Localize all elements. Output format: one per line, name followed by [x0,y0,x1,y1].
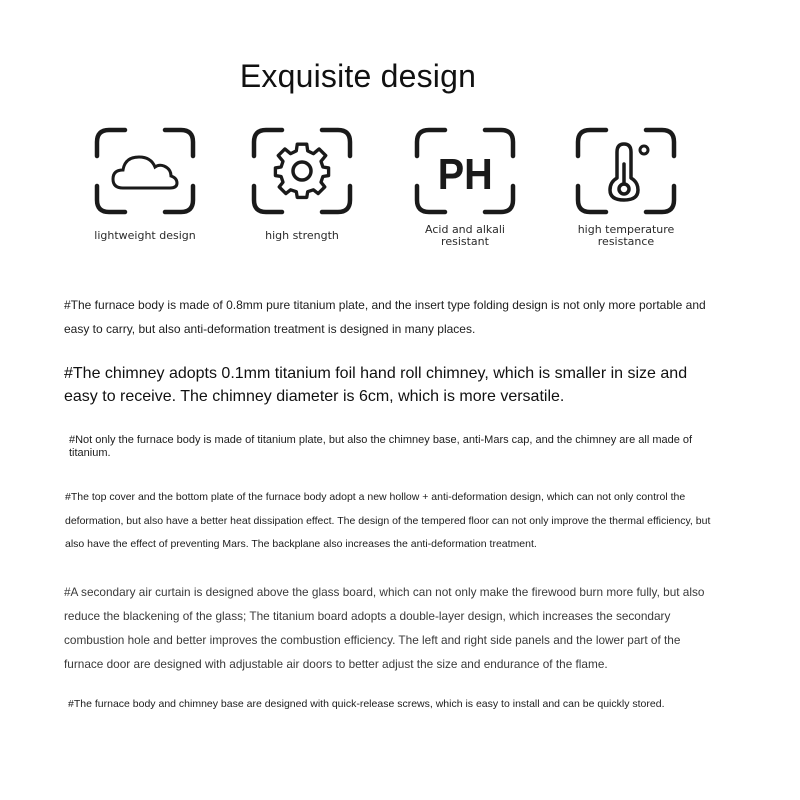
page-title: Exquisite design [239,58,477,94]
paragraph-chimney: #The chimney adopts 0.1mm titanium foil hand roll chimney, which is smaller in size and easy to receive. The chimney diameter is 6cm, which is more versatile. [64,365,688,405]
feature-acid-alkali [385,126,545,248]
thermometer-icon [574,126,678,216]
feature-lightweight [65,126,225,242]
ph-icon-text: PH [437,149,493,199]
paragraph-air-curtain: #A secondary air curtain is designed above the glass board, which can not only make the firewood burn more fully, but also reduce the blackening of the glass; The titanium board adopts a double-layer design, which increases the secondary combustion hole and better improves the combustion efficiency. The left and right side panels and the lower part of the furnace door are designed with adjustable air doors to better adjust the size and endurance of the flame. [64,585,705,671]
gear-icon [250,126,354,216]
feature-high-temp [546,126,706,248]
paragraph-furnace-body: #The furnace body is made of 0.8mm pure titanium plate, and the insert type folding design is not only more portable and easy to carry, but also anti-deformation treatment is designed in many places. [64,298,706,336]
paragraph-quick-release: #The furnace body and chimney base are designed with quick-release screws, which is easy to install and can be quickly stored. [68,698,665,710]
feature-label: lightweight design [94,229,196,242]
feature-label-line2: resistance [597,235,655,248]
feature-label-line1: high temperature [577,223,675,236]
ph-icon [413,126,517,216]
paragraph-top-cover: #The top cover and the bottom plate of the furnace body adopt a new hollow + anti-deformation design, which can not only control the deformation, but also have a better heat dissipation effect. The design of the tempered floor can not only improve the thermal efficiency, but also have the effect of preventing Mars. The backplane also increases the anti-deformation treatment. [65,491,711,550]
feature-label [385,224,545,248]
feature-label-line2: resistant [441,235,489,248]
cloud-icon [93,126,197,216]
feature-label-line1: Acid and alkali [425,223,505,236]
feature-strength [222,126,382,242]
paragraph-titanium: #Not only the furnace body is made of titanium plate, but also the chimney base, anti-Mars cap, and the chimney are all made of titanium. [69,434,693,459]
feature-label [546,224,706,248]
feature-label: high strength [265,229,339,242]
